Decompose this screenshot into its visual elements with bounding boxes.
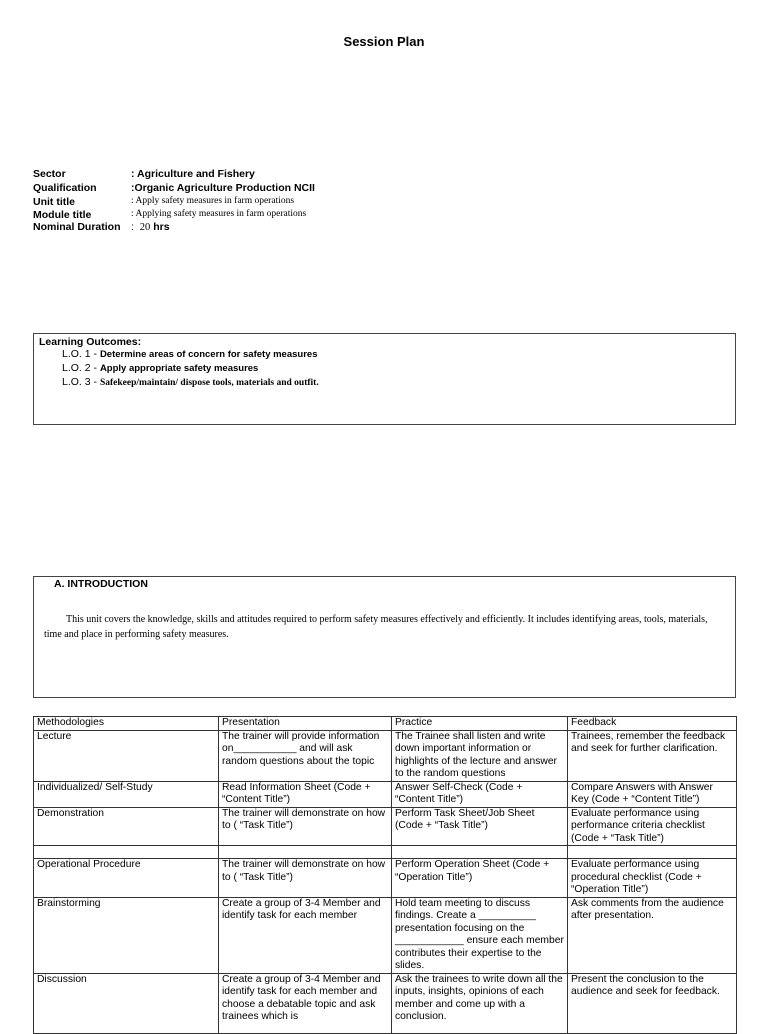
learning-outcome-item [39,348,730,362]
table-row [34,730,737,781]
table-cell: Create a group of 3-4 Member and identify task for each member [219,897,392,973]
table-cell [392,846,568,859]
table-cell: The trainer will demonstrate on how to ( “Task Title”) [219,859,392,898]
learning-outcome-item [39,362,730,376]
table-row [34,781,737,807]
table-cell: Answer Self-Check (Code + “Content Title”) [392,781,568,807]
lo-text: Apply appropriate safety measures [99,363,259,374]
meta-qualification [33,182,315,196]
table-cell: The Trainee shall listen and write down important information or highlights of the lecture and answer to the random questions [392,730,568,781]
meta-label: Sector [33,168,66,180]
lo-code: L.O. 2 - [62,362,100,374]
table-cell: Read Information Sheet (Code + “Content Title”) [219,781,392,807]
duration-number: 20 [139,222,151,233]
table-cell: Ask the trainees to write down all the inputs, insights, opinions of each member and come up with a conclusion. [392,973,568,1033]
meta-label: Nominal Duration [33,221,121,233]
table-cell: Evaluate performance using procedural checklist (Code + “Operation Title”) [568,859,737,898]
table-cell: Ask comments from the audience after presentation. [568,897,737,973]
column-header: Methodologies [34,717,219,731]
learning-outcomes-header: Learning Outcomes: [39,336,142,348]
introduction-box [33,576,736,698]
learning-outcome-item [39,376,730,390]
meta-sector [33,168,315,182]
lo-code: L.O. 3 - [62,376,100,388]
table-cell: Hold team meeting to discuss findings. Create a __________ presentation focusing on the ____________ ensure each member contributes their expertise to the slides. [392,897,568,973]
meta-nominal-duration [33,221,315,235]
duration-colon: : [131,221,134,233]
meta-label: Unit title [33,196,75,208]
table-cell: The trainer will demonstrate on how to ( “Task Title”) [219,807,392,846]
table-cell: Discussion [34,973,219,1033]
table-cell: Perform Operation Sheet (Code + “Operation Title”) [392,859,568,898]
table-row [34,897,737,973]
page-title: Session Plan [343,34,425,49]
introduction-header: A. INTRODUCTION [54,578,148,590]
meta-value: : Agriculture and Fishery [131,168,255,180]
table-cell: Lecture [34,730,219,781]
table-cell: Individualized/ Self-Study [34,781,219,807]
learning-outcomes-box [33,333,736,425]
table-cell: Evaluate performance using performance criteria checklist (Code + “Task Title”) [568,807,737,846]
table-cell [34,846,219,859]
table-row [34,973,737,1033]
table-row [34,859,737,898]
table-cell: Trainees, remember the feedback and seek for further clarification. [568,730,737,781]
table-cell: Operational Procedure [34,859,219,898]
session-meta [33,168,315,235]
table-cell: Create a group of 3-4 Member and identify task for each member and choose a debatable topic and ask trainees which is [219,973,392,1033]
table-cell [568,846,737,859]
table-cell: Demonstration [34,807,219,846]
table-row [34,846,737,859]
lo-text: Determine areas of concern for safety measures [99,349,318,360]
meta-module-title [33,209,315,221]
lo-code: L.O. 1 - [62,348,100,360]
table-cell: Perform Task Sheet/Job Sheet (Code + “Task Title”) [392,807,568,846]
meta-label: Module title [33,209,92,221]
table-cell: Compare Answers with Answer Key (Code + “Content Title”) [568,781,737,807]
column-header: Presentation [219,717,392,731]
duration-unit: hrs [153,221,170,233]
meta-value: : Applying safety measures in farm operations [131,209,307,219]
lo-text: Safekeep/maintain/ dispose tools, materials and outfit. [99,378,319,388]
table-header-row [34,717,737,731]
column-header: Practice [392,717,568,731]
meta-unit-title [33,196,315,209]
table-cell: Brainstorming [34,897,219,973]
methodologies-table [33,716,737,1034]
meta-value [131,221,170,233]
meta-label: Qualification [33,182,97,194]
table-cell [219,846,392,859]
table-row [34,807,737,846]
column-header: Feedback [568,717,737,731]
table-cell: Present the conclusion to the audience and seek for feedback. [568,973,737,1033]
meta-value: :Organic Agriculture Production NCII [131,182,315,194]
table-cell: The trainer will provide information on___________ and will ask random questions about the topic [219,730,392,781]
introduction-text: This unit covers the knowledge, skills and attitudes required to perform safety measures effectively and efficiently. It includes identifying areas, tools, materials, time and place in performing safety measures. [44,614,708,640]
meta-value: : Apply safety measures in farm operations [131,196,295,206]
